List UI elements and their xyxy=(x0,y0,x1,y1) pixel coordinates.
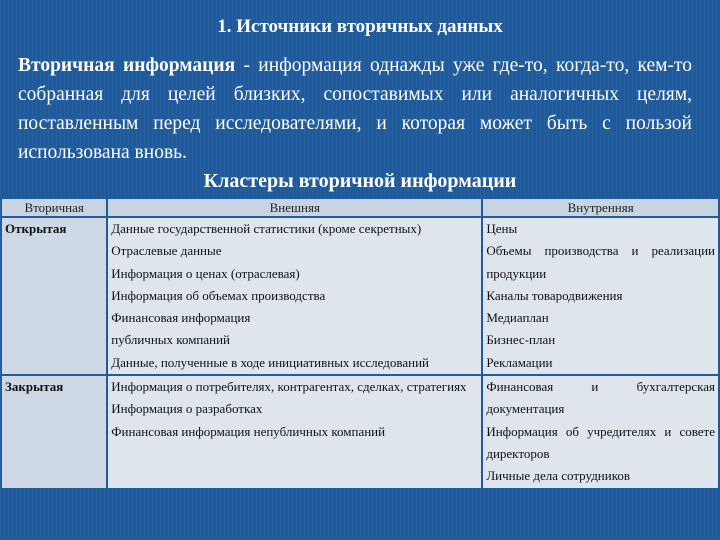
cell-closed-external xyxy=(108,376,481,487)
list-item: Информация об учредителях и совете директоров xyxy=(486,423,715,461)
header-internal: Внутренняя xyxy=(483,199,718,216)
definition-paragraph xyxy=(18,51,692,167)
slide-title: 1. Источники вторичных данных xyxy=(217,16,503,37)
clusters-title: Кластеры вторичной информации xyxy=(203,170,517,192)
header-secondary: Вторичная xyxy=(2,199,106,216)
list-item: Информация об объемах производства xyxy=(111,287,326,303)
list-item: Финансовая и бухгалтерская документация xyxy=(486,379,715,417)
row-label-closed: Закрытая xyxy=(2,376,106,487)
list-item: Медиаплан xyxy=(486,310,549,326)
list-item: Информация о потребителях, контрагентах, сделках, стратегиях xyxy=(111,379,467,395)
table-header-row xyxy=(2,199,718,216)
definition-text: - информация однажды уже где-то, когда-то, кем-то собранная для целей близких, сопоставимых или аналогичных целям, поставленным перед исследователями, и которая может быть с пользой использована вновь. xyxy=(18,55,692,163)
list-item: Бизнес-план xyxy=(486,332,556,348)
list-item: Объемы производства и реализации продукции xyxy=(486,243,715,281)
list-item: Рекламации xyxy=(486,354,553,370)
list-item: Информация о разработках xyxy=(111,401,263,417)
list-item: Финансовая информация публичных компаний xyxy=(111,310,251,348)
list-item: Личные дела сотрудников xyxy=(486,468,631,484)
definition-term: Вторичная информация xyxy=(18,55,236,76)
list-item: Информация о ценах (отраслевая) xyxy=(111,265,300,281)
cell-closed-internal xyxy=(483,376,718,487)
cell-open-external xyxy=(108,218,481,374)
header-external: Внешняя xyxy=(108,199,481,216)
row-label-open: Открытая xyxy=(2,218,106,374)
table-row-open xyxy=(2,218,718,374)
list-item: Цены xyxy=(486,221,518,236)
list-item: Данные государственной статистики (кроме секретных) xyxy=(111,221,422,236)
table-row-closed xyxy=(2,376,718,487)
clusters-table xyxy=(0,197,720,490)
list-item: Финансовая информация непубличных компаний xyxy=(111,423,386,439)
list-item: Каналы товародвижения xyxy=(486,287,623,303)
list-item: Отраслевые данные xyxy=(111,243,222,259)
cell-open-internal xyxy=(483,218,718,374)
list-item: Данные, полученные в ходе инициативных исследований xyxy=(111,354,429,370)
